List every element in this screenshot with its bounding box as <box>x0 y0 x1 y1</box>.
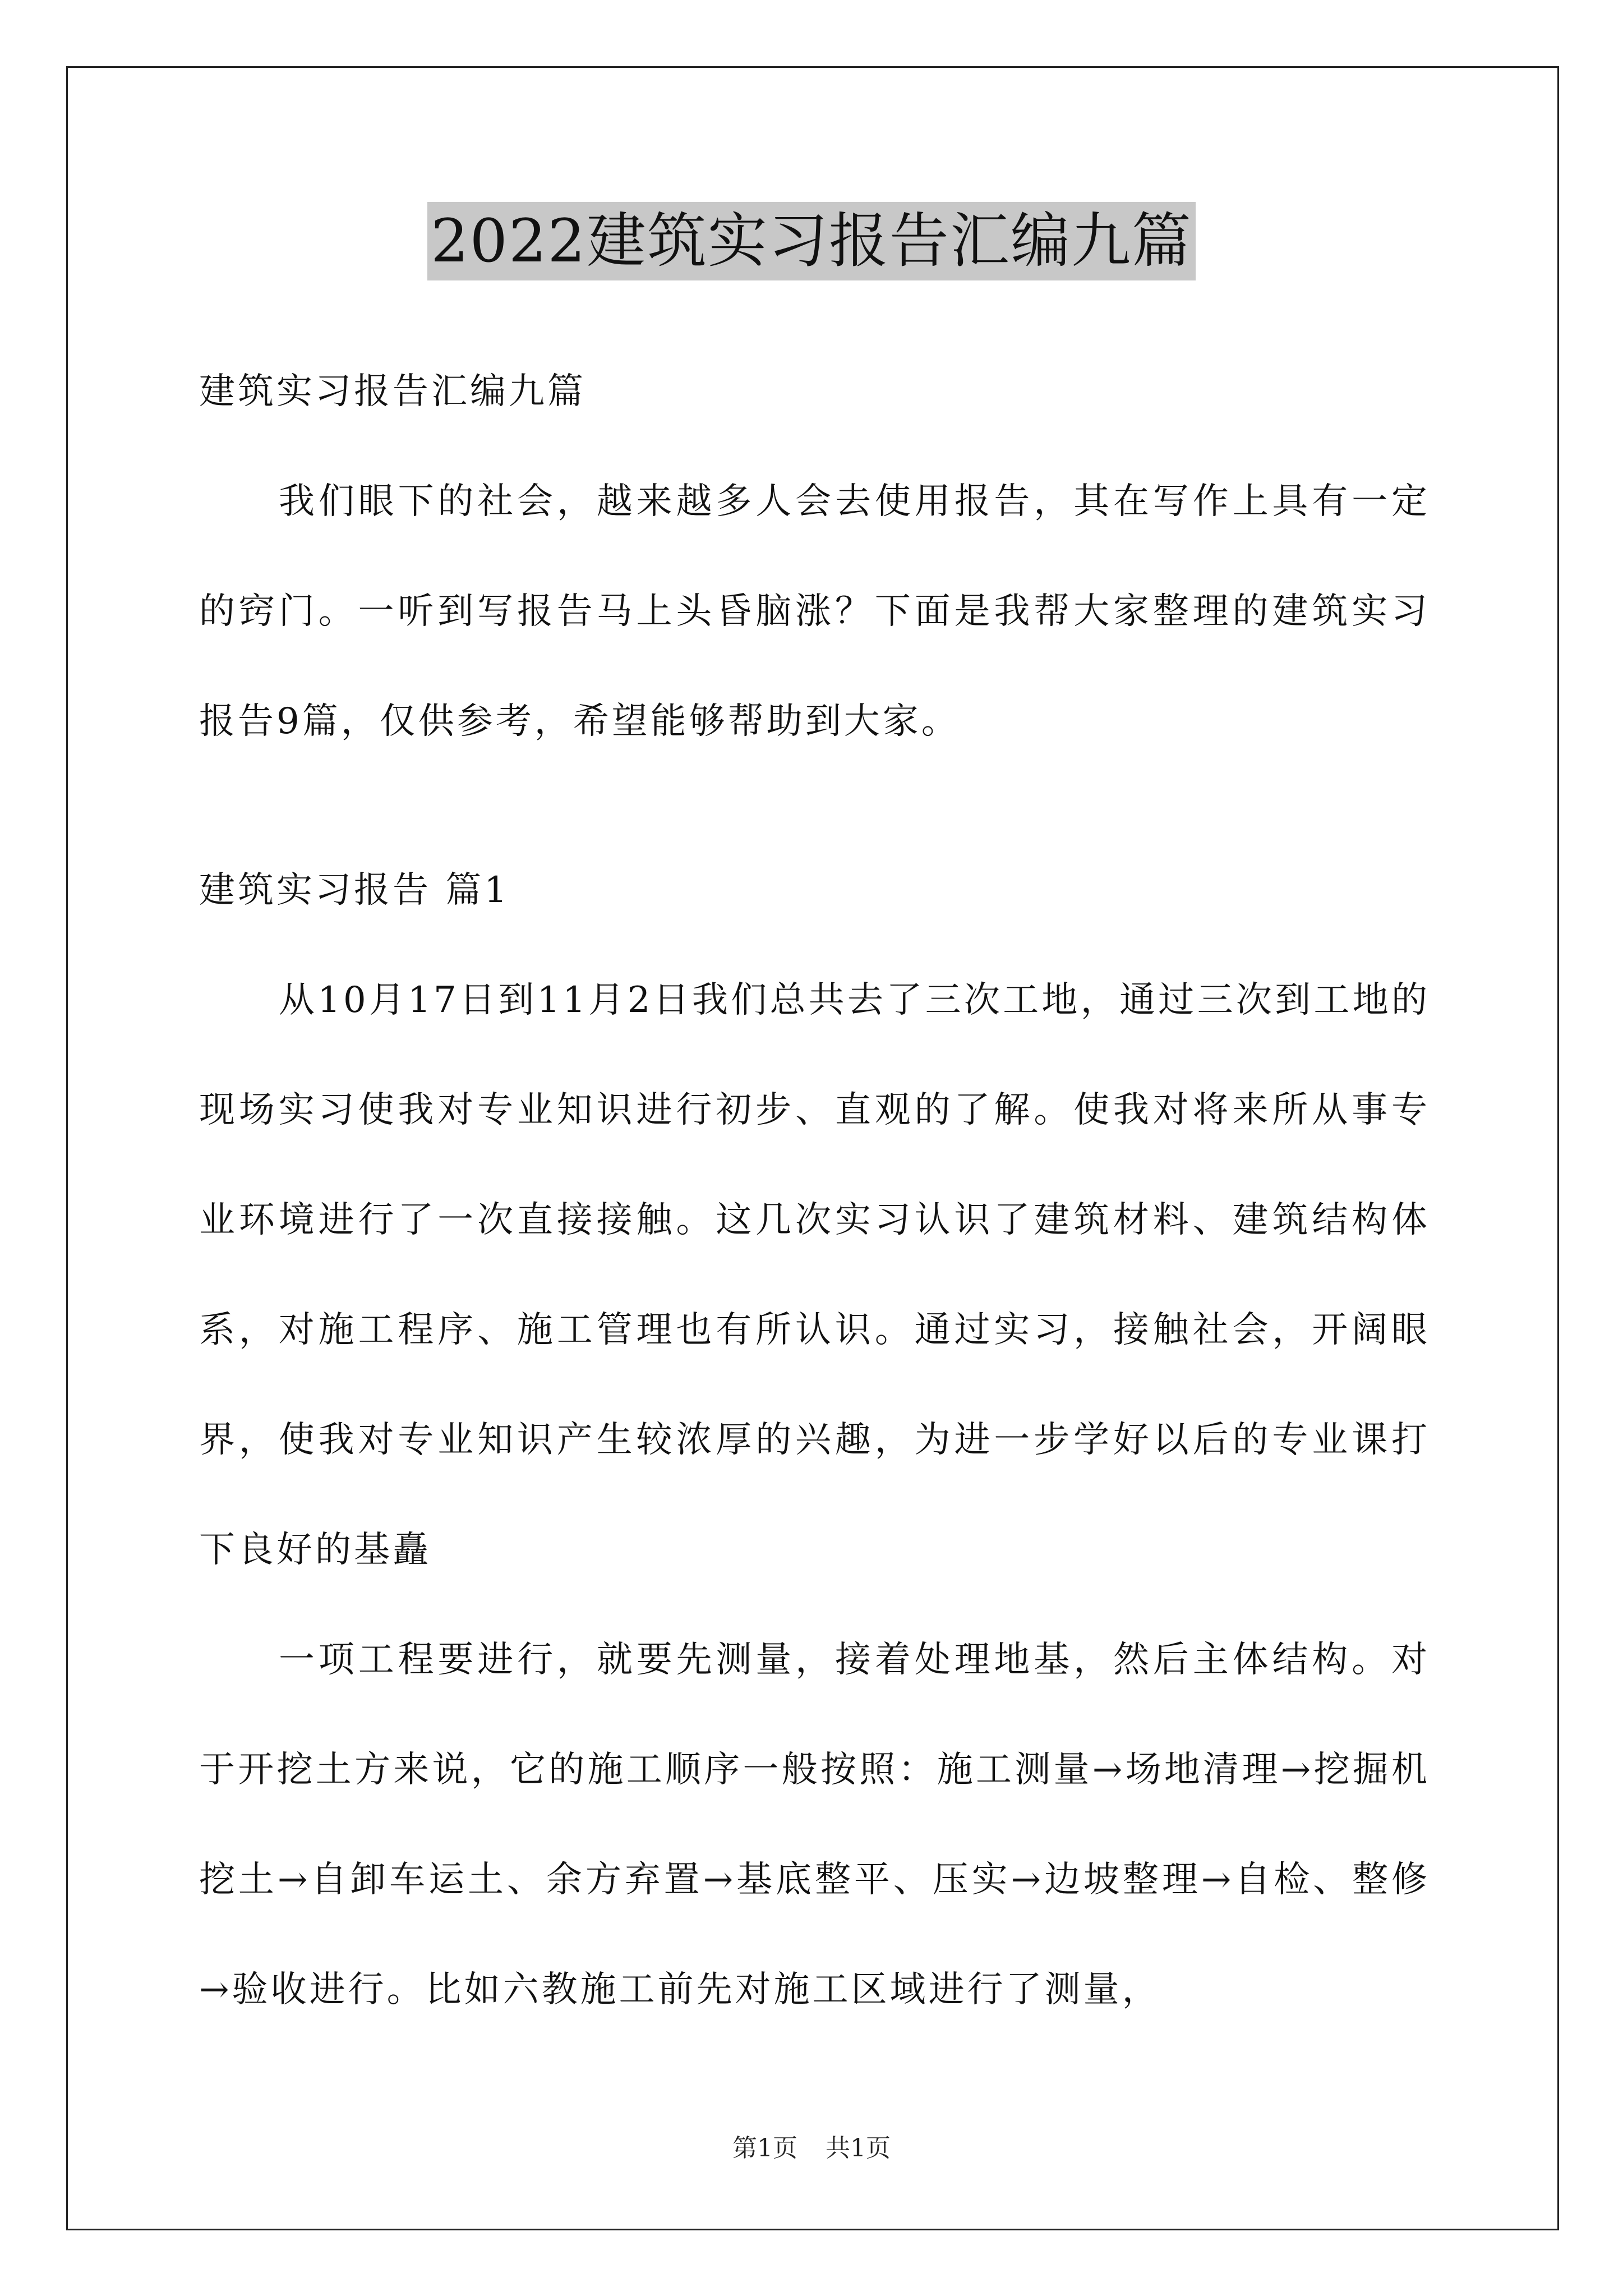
section-spacer <box>199 776 1430 835</box>
intro-paragraph: 我们眼下的社会，越来越多人会去使用报告，其在写作上具有一定的窍门。一听到写报告马上头昏脑涨？下面是我帮大家整理的建筑实习报告9篇，仅供参考，希望能够帮助到大家。 <box>199 481 1430 742</box>
page-number-current: 第1页 <box>732 2134 797 2162</box>
document-subtitle: 建筑实习报告汇编九篇 <box>199 371 586 412</box>
document-body <box>199 337 1430 2045</box>
title-container <box>0 202 1623 280</box>
body-paragraph-1: 从10月17日到11月2日我们总共去了三次工地，通过三次到工地的现场实习使我对专业知识进行初步、直观的了解。使我对将来所从事专业环境进行了一次直接接触。这几次实习认识了建筑材料、建筑结构体系，对施工程序、施工管理也有所认识。通过实习，接触社会，开阔眼界，使我对专业知识产生较浓厚的兴趣，为进一步学好以后的专业课打下良好的基矗 <box>199 979 1430 1571</box>
page-footer <box>0 2132 1623 2165</box>
document-title: 2022建筑实习报告汇编九篇 <box>427 202 1196 280</box>
body-paragraph-2: 一项工程要进行，就要先测量，接着处理地基，然后主体结构。对于开挖土方来说，它的施工顺序一般按照：施工测量→场地清理→挖掘机挖土→自卸车运土、余方弃置→基底整平、压实→边坡整理→自检、整修→验收进行。比如六教施工前先对施工区域进行了测量， <box>199 1639 1430 2010</box>
section-heading: 建筑实习报告 篇1 <box>199 869 510 911</box>
page-number-total: 共1页 <box>826 2134 891 2162</box>
